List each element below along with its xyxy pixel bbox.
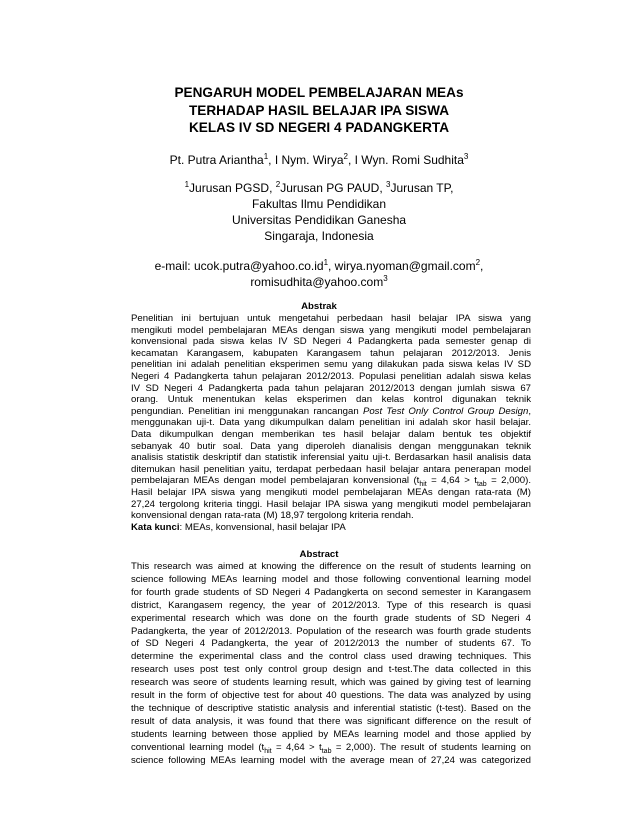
abstract-line: Penelitian ini bertujuan untuk mengetahui perbedaan hasil belajar IPA siswa yang xyxy=(131,313,531,324)
abstract-en-heading: Abstract xyxy=(299,549,339,560)
email-mark: 1 xyxy=(323,258,329,267)
author-name: , I Wyn. Romi Sudhita xyxy=(347,153,464,167)
abstract-line: research uses post test only control group design and t-test.The data collected in this xyxy=(131,664,531,676)
abstract-line: research was seore of students learning result, which was gained by giving test of learning xyxy=(131,677,531,689)
abstract-line: konvensional pada siswa kelas IV SD Negeri 4 Padangkerta pada semester genap di xyxy=(131,336,531,348)
abstract-line: analisis statistik deskriptif dan statistik inferensial yaitu uji-t. Berdasarkan hasil analisis data xyxy=(131,452,531,464)
author-affiliation-mark: 2 xyxy=(343,152,348,161)
affiliation-mark: 3 xyxy=(386,180,391,189)
author-affiliation-mark: 1 xyxy=(263,152,269,161)
email-line xyxy=(0,258,638,274)
email-text: e-mail: ucok.putra@yahoo.co.id xyxy=(154,259,324,273)
abstract-line: determine the experimental class and the control class used drawing techniques. This xyxy=(131,651,531,663)
title-line: TERHADAP HASIL BELAJAR IPA SISWA xyxy=(188,102,450,118)
subscript: hit xyxy=(419,481,427,489)
department-line xyxy=(0,180,638,196)
title-line: PENGARUH MODEL PEMBELAJARAN MEAs xyxy=(174,85,464,100)
author-name: , I Nym. Wirya xyxy=(268,153,344,167)
abstract-line: Hasil belajar IPA siswa yang mengikuti model pembelajaran MEAs dengan rata-rata (M) xyxy=(131,486,531,498)
keywords-line xyxy=(131,522,531,534)
university-line: Universitas Pendidikan Ganesha xyxy=(231,213,407,227)
abstract-text: pengundian. Penelitian ini menggunakan rancangan xyxy=(131,405,363,417)
author-affiliation-mark: 3 xyxy=(463,152,469,161)
abstract-line: kecamatan Karangasem, kabupaten Karangasem tahun pelajaran 2012/2013. Jenis xyxy=(131,347,531,359)
abstract-line: Padangkerta, the year of 2012/2013. Population of the research was fourth grade students xyxy=(131,625,531,637)
abstract-text: conventional learning model (t xyxy=(131,741,265,753)
email-text: , xyxy=(480,259,484,273)
abstract-line: Data dikumpulkan dengan memberikan tes hasil belajar dalam bentuk tes objektif xyxy=(131,428,531,440)
abstract-text: = 4,64 > t xyxy=(426,475,477,487)
abstract-line: science following MEAs learning model with the average mean of 27,24 was categorized xyxy=(131,754,531,766)
keywords-text: : MEAs, konvensional, hasil belajar IPA xyxy=(179,521,346,533)
affiliation-mark: 1 xyxy=(184,180,190,189)
faculty-line: Fakultas Ilmu Pendidikan xyxy=(251,197,387,211)
department-name: Jurusan PG PAUD, xyxy=(280,181,387,195)
abstract-text: = 2,000). xyxy=(486,475,531,487)
abstract-line xyxy=(131,742,531,755)
abstract-line: result of data analysis, it was found that there was significant difference on the result of xyxy=(131,715,531,727)
abstract-line: experimental research which was done on the fourth grade students of SD Negeri 4 xyxy=(131,612,531,624)
affiliation-block xyxy=(0,180,638,244)
abstract-line: mengikuti model pembelajaran MEAs dengan siswa yang mengikuti model pembelajaran xyxy=(131,324,531,336)
design-name: Post Test Only Control Group Design xyxy=(362,405,529,417)
abstract-text: pembelajaran MEAs dengan model pembelajaran konvensional (t xyxy=(131,475,420,487)
abstract-line: ditemukan hasil penelitian yaitu, terdapat perbedaan hasil belajar antara penerapan model xyxy=(131,463,531,475)
email-line xyxy=(0,274,638,290)
abstract-text: = 2,000). The result of students learning on xyxy=(331,741,531,753)
abstract-line: orang. Untuk menentukan kelas eksperimen dan kelas kontrol digunakan teknik xyxy=(131,394,531,406)
title-line: KELAS IV SD NEGERI 4 PADANGKERTA xyxy=(188,120,450,135)
email-mark: 2 xyxy=(475,258,481,267)
abstract-line: penelitian ini adalah penelitian eksperimen semu yang dilakukan pada siswa kelas IV SD xyxy=(131,359,531,371)
abstract-text: , xyxy=(528,405,531,417)
abstract-line: 27,24 tergolong kriteria tinggi. Hasil belajar IPA siswa yang mengikuti model pembelajaran xyxy=(131,498,531,510)
abstract-id-heading: Abstrak xyxy=(301,301,337,312)
abstract-line xyxy=(131,406,531,418)
abstract-line: konvensional dengan rata-rata (M) 18,97 tergolong kriteria rendah. xyxy=(131,510,414,522)
email-text: , wirya.nyoman@gmail.com xyxy=(328,259,476,273)
subscript: hit xyxy=(264,747,272,755)
abstract-line xyxy=(131,475,531,487)
abstract-line: Negeri 4 Padangkerta tahun pelajaran 2012/2013. Populasi penelitian adalah siswa kelas xyxy=(131,370,531,382)
abstract-line: sebanyak 40 butir soal. Data yang diperoleh dianalisis dengan menggunakan teknik xyxy=(131,440,531,452)
city-line: Singaraja, Indonesia xyxy=(264,229,374,243)
email-text: romisudhita@yahoo.com xyxy=(250,275,384,289)
abstract-line: This research was aimed at knowing the difference on the result of students learning on xyxy=(131,561,531,572)
department-name: Jurusan PGSD, xyxy=(189,181,276,195)
email-block xyxy=(0,258,638,290)
abstract-line: district, Karangasem regency, the year of 2012/2013. Type of this research is quasi xyxy=(131,599,531,611)
abstract-line: menggunakan uji-t. Data yang dikumpulkan dalam penelitian ini adalah skor hasil belajar. xyxy=(131,417,531,429)
subscript: tab xyxy=(476,481,487,489)
abstract-line: result in the form of objective test for about 40 questions. The data was analyzed by using xyxy=(131,690,531,702)
paper-title xyxy=(0,84,638,137)
abstract-line: science following MEAs learning model and those following conventional learning model xyxy=(131,573,531,585)
abstract-line: the technique of descriptive statistic analysis and inferential statistic (t-test). Based on the xyxy=(131,702,531,714)
abstract-en-body xyxy=(131,561,531,768)
author-name: Pt. Putra Ariantha xyxy=(169,153,264,167)
keywords-label: Kata kunci xyxy=(131,521,180,533)
abstract-line: IV SD Negeri 4 Padangkerta pada tahun pelajaran 2012/2013 dengan jumlah siswa 67 xyxy=(131,382,531,394)
department-name: Jurusan TP, xyxy=(390,181,454,195)
author-list xyxy=(0,153,638,167)
affiliation-mark: 2 xyxy=(275,180,281,189)
email-mark: 3 xyxy=(383,274,388,283)
abstract-id-body xyxy=(131,313,531,533)
abstract-line: students learning between those applied by MEAs learning model and those applied by xyxy=(131,728,531,740)
abstract-text: = 4,64 > t xyxy=(271,741,322,753)
abstract-line: for fourth grade students of SD Negeri 4 Padangkerta on second semester in Karangasem xyxy=(131,586,531,598)
abstract-line: of SD Negeri 4 Padangkerta, the year of 2012/2013 the number of students 67. To xyxy=(131,638,531,650)
subscript: tab xyxy=(321,747,332,755)
